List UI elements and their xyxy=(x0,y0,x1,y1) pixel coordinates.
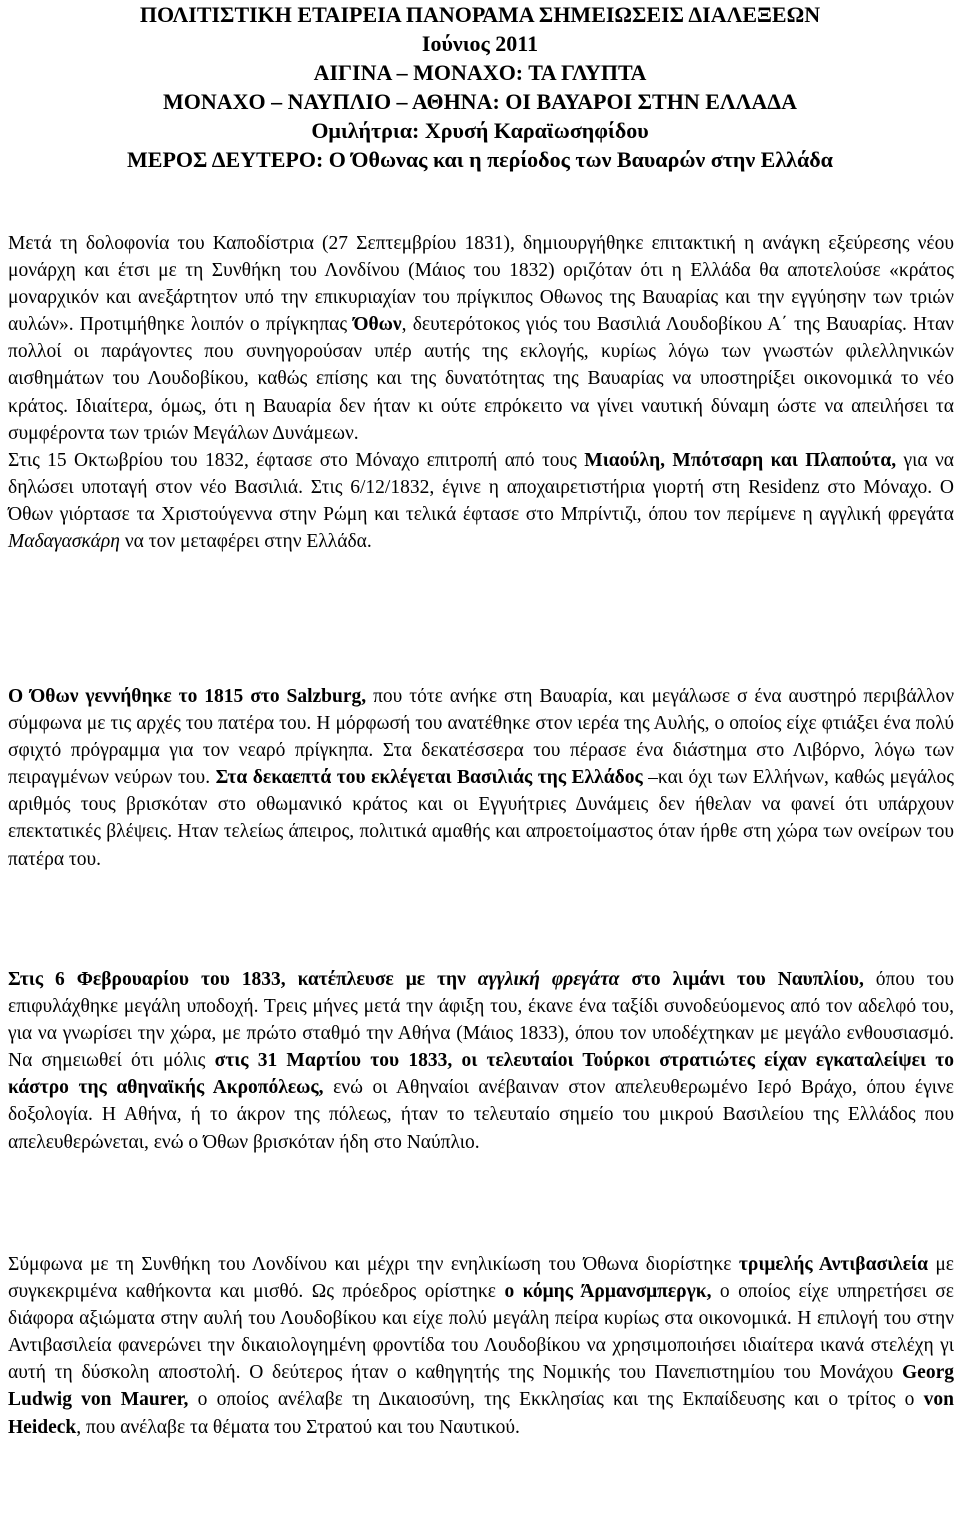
paragraph-1 xyxy=(8,230,954,447)
paragraph-2-italic-ship: Μαδαγασκάρη xyxy=(8,531,120,553)
paragraph-3 xyxy=(8,683,954,873)
header-title-aigina: ΑΙΓΙΝΑ – ΜΟΝΑΧΟ: ΤΑ ΓΛΥΠΤΑ xyxy=(313,60,647,85)
paragraph-5 xyxy=(8,1251,954,1441)
paragraph-3-text-b: –και όχι των Ελλήνων, καθώς μεγάλος αριθμός τους βρισκόταν στο οθωμανικό κράτος και οι Εγγυήτριες Δυνάμεις δεν ήθελαν να φανεί ότι υπάρχουν επεκτατικές βλέψεις. Ηταν τελείως άπειρος, πολιτικά αμαθής και απροετοίμαστος όταν ήρθε στη χώρα των ονείρων του πατέρα του. xyxy=(8,767,954,870)
paragraph-4 xyxy=(8,966,954,1156)
paragraph-3-text-a: που τότε ανήκε στη Βαυαρία, και μεγάλωσε σ ένα αυστηρό περιβάλλον σύμφωνα με τις αρχές του πατέρα του. Η μόρφωσή του ανατέθηκε στον ιερέα της Αυλής, ο οποίος είχε φτιάξει ένα πολύ σφιχτό πρόγραμμα για τον νεαρό πρίγκηπα. Στα δεκατέσσερα του πέρασε ένα διάστημα στο Λιβόρνο, λόγω των πειραγμένων νεύρων του. xyxy=(8,686,955,789)
paragraph-1-text-a: Μετά τη δολοφονία του Καποδίστρια (27 Σεπτεμβρίου 1831), δημιουργήθηκε επιτακτική η ανάγκη εξεύρεσης νέου μονάρχη και έτσι με τη Συνθήκη του Λονδίνου (Μάιος του 1832) οριζόταν ότι η Ελλάδα θα αποτελούσε «κράτος μοναρχικόν και ανεξάρτητον υπό την επικυριαχίαν του πρίγκιπος Οθωνος της Βαυαρίας και την εγγύησην των τριών αυλών». Προτιμήθηκε λοιπόν ο πρίγκηπας xyxy=(8,233,954,336)
paragraph-2-text-a: Στις 15 Οκτωβρίου του 1832, έφτασε στο Μόναχο επιτροπή από τους xyxy=(8,449,585,471)
paragraph-3-bold-birth: Ο Όθων γεννήθηκε το 1815 στο Salzburg, xyxy=(8,686,367,707)
paragraph-5-text-d: ο οποίος ανέλαβε τη Δικαιοσύνη, της Εκκλησίας και της Εκπαίδευσης και ο τρίτος ο xyxy=(188,1389,924,1411)
header-title-bavarians: ΜΟΝΑΧΟ – ΝΑΥΠΛΙΟ – ΑΘΗΝΑ: ΟΙ ΒΑΥΑΡΟΙ ΣΤΗΝ ΕΛΛΑΔΑ xyxy=(163,89,797,114)
paragraph-3-bold-king: Στα δεκαεπτά του εκλέγεται Βασιλιάς της Ελλάδος xyxy=(215,767,643,789)
header-organization: ΠΟΛΙΤΙΣΤΙΚΗ ΕΤΑΙΡΕΙΑ ΠΑΝΟΡΑΜΑ ΣΗΜΕΙΩΣΕΙΣ ΔΙΑΛΕΞΕΩΝ xyxy=(139,2,821,27)
paragraph-5-bold-regency: τριμελής Αντιβασιλεία xyxy=(738,1254,928,1275)
document-header xyxy=(0,0,960,174)
paragraph-5-text-a: Σύμφωνα με τη Συνθήκη του Λονδίνου και μέχρι την ενηλικίωση του Όθωνα διορίστηκε xyxy=(8,1254,739,1275)
paragraph-1-text-b: , δευτερότοκος γιός του Βασιλιά Λουδοβίκου Α΄ της Βαυαρίας. Ηταν πολλοί οι παράγοντες που συνηγορούσαν υπέρ αυτής της εκλογής, κυρίως λόγω των γνωστών φιλελληνικών αισθημάτων του Λουδοβίκου, καθώς επίσης και της δυνατότητας της Βαυαρίας να υποστηρίξει οικονομικά το νέο κράτος. Ιδιαίτερα, όμως, ότι η Βαυαρία δεν ήταν κι ούτε επρόκειτο να γίνει ναυτική δύναμη ώστε να απειλήσει τα συμφέροντα των τριών Μεγάλων Δυνάμεων. xyxy=(8,314,954,444)
paragraph-group-2 xyxy=(8,683,954,873)
paragraph-5-bold-maurer: Georg Ludwig von Maurer, xyxy=(8,1362,954,1411)
paragraph-2-bold-names: Μιαούλη, Μπότσαρη και Πλαπούτα, xyxy=(584,449,897,471)
paragraph-4-bold-acropolis: στις 31 Μαρτίου του 1833, οι τελευταίοι Τούρκοι στρατιώτες είχαν εγκαταλείψει το κάστρο της αθηναϊκής Ακροπόλεως, xyxy=(8,1050,954,1099)
paragraph-4-text-b: ενώ οι Αθηναίοι ανέβαιναν στον απελευθερωμένο Ιερό Βράχο, όπου έγινε δοξολογία. Η Αθήνα, ή το άκρον της πόλεως, ήταν το τελευταίο σημείο του μικρού Βασιλείου της Ελλάδος που απελευθερώνεται, ενώ ο Όθων βρισκόταν ήδη στο Ναύπλιο. xyxy=(8,1077,954,1153)
paragraph-4-text-a: όπου του επιφυλάχθηκε μεγάλη υποδοχή. Τρεις μήνες μετά την άφιξη του, έκανε ένα ταξίδι συνοδεύομενος από τον αδελφό του, για να γνωρίσει την χώρα, με πρώτο σταθμό την Αθήνα (Μάιος 1833), όπου τον υποδέχτηκαν με μεγάλο ενθουσιασμό. Να σημειωθεί ότι μόλις xyxy=(8,969,955,1072)
paragraph-5-text-b: με συγκεκριμένα καθήκοντα και μισθό. Ως πρόεδρος ορίστηκε xyxy=(8,1254,954,1303)
paragraph-4-bold-italic-frigate: αγγλική φρεγάτα xyxy=(477,969,620,990)
paragraph-group-1 xyxy=(8,230,954,555)
paragraph-group-3 xyxy=(8,966,954,1156)
paragraph-2-text-b: για να δηλώσει υποταγή στον νέο Βασιλιά. Στις 6/12/1832, έγινε η αποχαιρετιστήρια γιορτή στη Residenz στο Μόναχο. Ο Όθων γιόρτασε τα Χριστούγεννα στην Ρώμη και τελικά έφτασε στο Μπρίντιζι, όπου τον περίμενε η αγγλική φρεγάτα xyxy=(8,449,954,525)
header-speaker: Ομιλήτρια: Χρυσή Καραϊωσηφίδου xyxy=(311,118,649,143)
header-date: Ιούνιος 2011 xyxy=(421,31,539,56)
paragraph-5-text-e: , που ανέλαβε τα θέματα του Στρατού και του Ναυτικού. xyxy=(76,1416,520,1438)
paragraph-5-text-c: ο οποίος είχε υπηρετήσει σε διάφορα αξιώματα στην αυλή του Λουδοβίκου και είχε πολύ μεγάλη πείρα κυρίως στα οικονομικά. Η επιλογή του στην Αντιβασιλεία φανερώνει την δικαιολογημένη φροντίδα του Λουδοβίκου να χρησιμοποιήσει ιδιαίτερα ικανά στελέχη γι αυτή τη δύσκολη αποστολή. Ο δεύτερος ήταν ο καθηγητής της Νομικής του Πανεπιστημίου του Μονάχου xyxy=(8,1281,954,1384)
paragraph-4-bold-nafplio: στο λιμάνι του Ναυπλίου, xyxy=(619,969,864,990)
paragraph-5-bold-armansperg: ο κόμης Άρμανσμπεργκ, xyxy=(504,1281,712,1303)
paragraph-4-bold-arrival: Στις 6 Φεβρουαρίου του 1833, κατέπλευσε με την xyxy=(8,969,478,990)
paragraph-2 xyxy=(8,447,954,555)
paragraph-5-bold-heideck: von Heideck xyxy=(8,1389,954,1438)
paragraph-group-4 xyxy=(8,1251,954,1441)
header-part-two: ΜΕΡΟΣ ΔΕΥΤΕΡΟ: Ο Όθωνας και η περίοδος των Βαυαρών στην Ελλάδα xyxy=(127,147,833,172)
paragraph-2-text-c: να τον μεταφέρει στην Ελλάδα. xyxy=(119,531,372,553)
paragraph-1-bold-othon: Όθων xyxy=(353,314,402,336)
